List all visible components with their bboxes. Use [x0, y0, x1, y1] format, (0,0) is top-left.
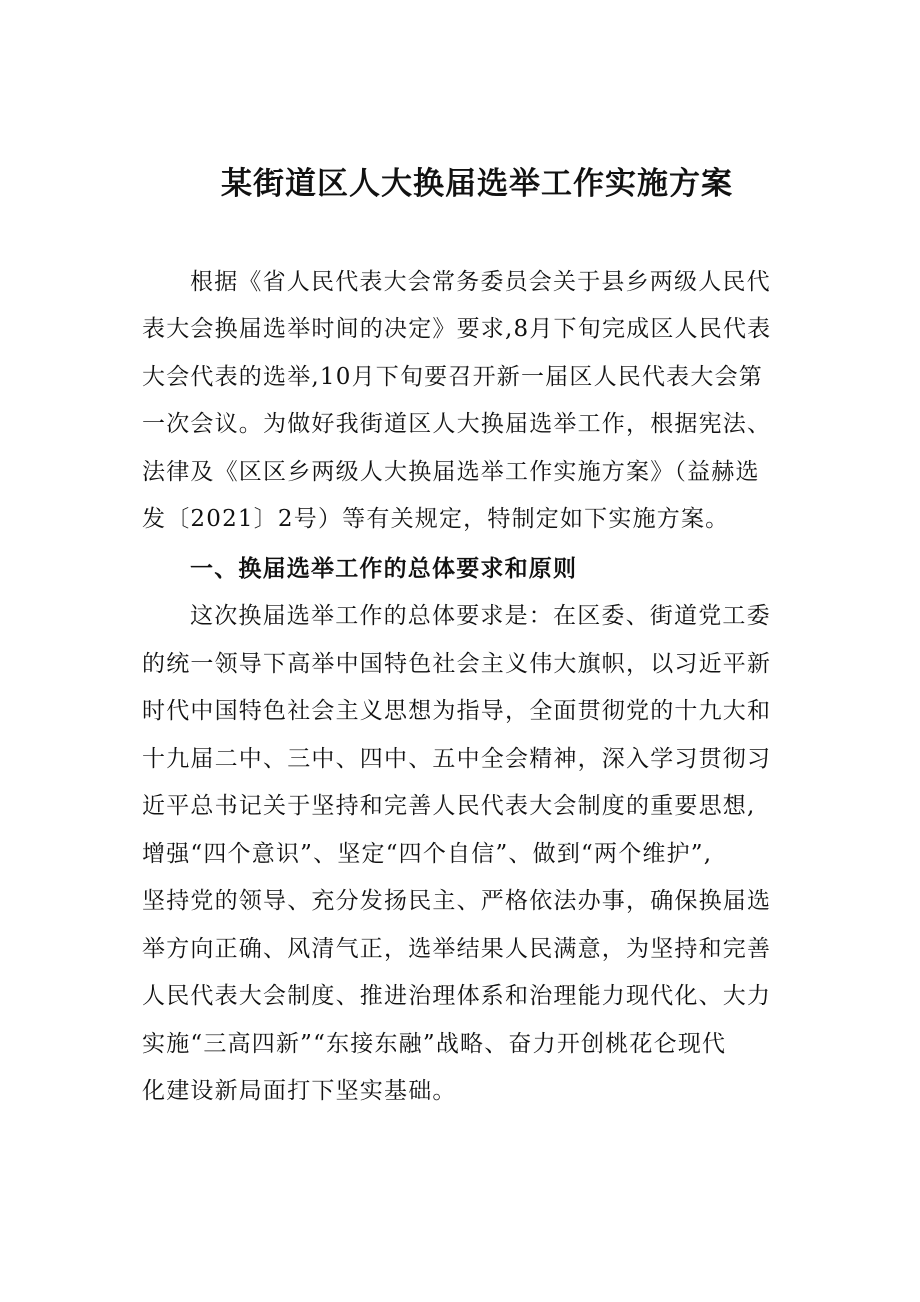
- paragraph-line: 时代中国特色社会主义思想为指导，全面贯彻党的十九大和: [142, 698, 772, 724]
- paragraph-line: 十九届二中、三中、四中、五中全会精神，深入学习贯彻习: [142, 746, 772, 772]
- paragraph-line: 实施“三高四新”“东接东融”战略、奋力开创桃花仑现代: [142, 1031, 727, 1057]
- paragraph-line: 的统一领导下高举中国特色社会主义伟大旗帜，以习近平新: [142, 651, 772, 677]
- paragraph-line: 大会代表的选举,10月下旬要召开新一届区人民代表大会第: [142, 364, 763, 390]
- paragraph-line: 法律及《区区乡两级人大换届选举工作实施方案》（益赫选: [142, 459, 760, 485]
- paragraph-line: 举方向正确、风清气正，选举结果人民满意，为坚持和完善: [142, 936, 772, 962]
- paragraph-line: 根据《省人民代表大会常务委员会关于县乡两级人民代: [190, 269, 771, 295]
- paragraph-line: 这次换届选举工作的总体要求是：在区委、街道党工委: [190, 603, 771, 629]
- paragraph-line: 发〔2021〕2号）等有关规定，特制定如下实施方案。: [142, 506, 730, 532]
- page-title: 某街道区人大换届选举工作实施方案: [221, 166, 733, 202]
- paragraph-line: 近平总书记关于坚持和完善人民代表大会制度的重要思想,: [142, 793, 756, 819]
- paragraph-line: 坚持党的领导、充分发扬民主、严格依法办事，确保换届选: [142, 888, 772, 914]
- paragraph-line: 表大会换届选举时间的决定》要求,8月下旬完成区人民代表: [142, 316, 772, 342]
- section-heading: 一、换届选举工作的总体要求和原则: [190, 555, 578, 582]
- paragraph-line: 化建设新局面打下坚实基础。: [142, 1078, 457, 1104]
- paragraph-line: 人民代表大会制度、推进治理体系和治理能力现代化、大力: [142, 983, 772, 1009]
- paragraph-line: 增强“四个意识”、坚定“四个自信”、做到“两个维护”,: [142, 841, 713, 867]
- paragraph-line: 一次会议。为做好我街道区人大换届选举工作，根据宪法、: [142, 411, 772, 437]
